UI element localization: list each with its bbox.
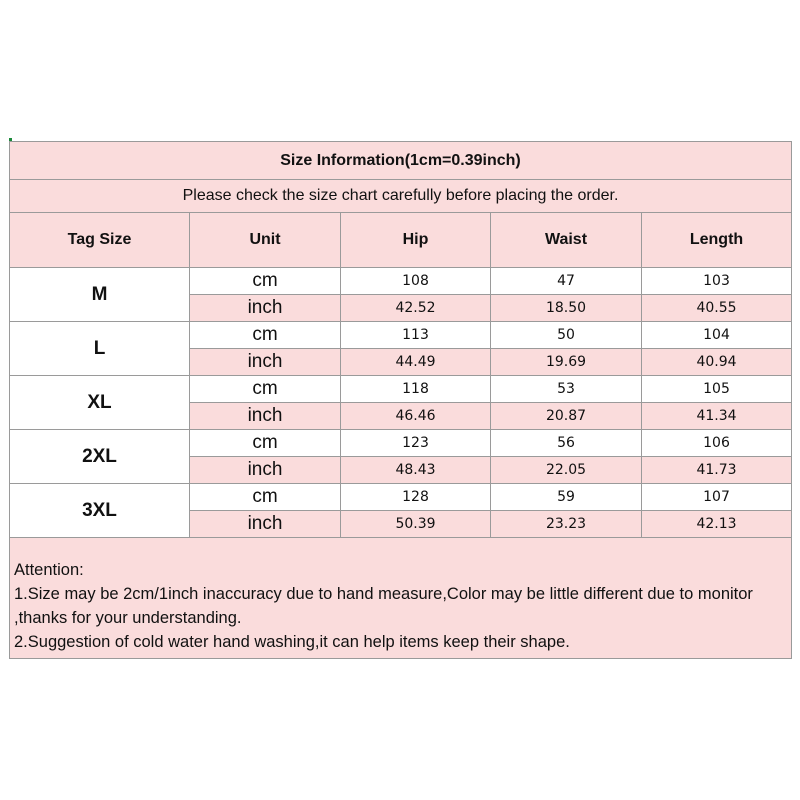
size-tag: 2XL xyxy=(10,430,190,484)
waist-cell: 20.87 xyxy=(491,403,642,430)
hip-cell: 128 xyxy=(341,484,491,511)
hip-cell: 50.39 xyxy=(341,511,491,538)
attention-notes xyxy=(10,538,792,659)
waist-cell: 50 xyxy=(491,322,642,349)
title-row xyxy=(10,142,792,180)
unit-cell: inch xyxy=(190,349,341,376)
length-cell: 42.13 xyxy=(642,511,792,538)
table-subtitle: Please check the size chart carefully before placing the order. xyxy=(10,180,792,213)
attention-heading: Attention: xyxy=(14,561,84,579)
table-title: Size Information(1cm=0.39inch) xyxy=(10,142,792,180)
hip-cell: 44.49 xyxy=(341,349,491,376)
header-length: Length xyxy=(642,213,792,268)
waist-cell: 18.50 xyxy=(491,295,642,322)
length-cell: 40.94 xyxy=(642,349,792,376)
unit-cell: cm xyxy=(190,268,341,295)
waist-cell: 23.23 xyxy=(491,511,642,538)
length-cell: 105 xyxy=(642,376,792,403)
length-cell: 41.34 xyxy=(642,403,792,430)
hip-cell: 46.46 xyxy=(341,403,491,430)
hip-cell: 123 xyxy=(341,430,491,457)
header-unit: Unit xyxy=(190,213,341,268)
table-row xyxy=(10,430,792,457)
unit-cell: inch xyxy=(190,295,341,322)
unit-cell: cm xyxy=(190,376,341,403)
waist-cell: 53 xyxy=(491,376,642,403)
header-row xyxy=(10,213,792,268)
attention-line-2: 2.Suggestion of cold water hand washing,it can help items keep their shape. xyxy=(14,633,570,651)
table-row xyxy=(10,376,792,403)
length-cell: 40.55 xyxy=(642,295,792,322)
header-waist: Waist xyxy=(491,213,642,268)
table-row xyxy=(10,322,792,349)
attention-line-1: 1.Size may be 2cm/1inch inaccuracy due to hand measure,Color may be little different due to monitor ,thanks for your understanding. xyxy=(14,585,753,627)
hip-cell: 42.52 xyxy=(341,295,491,322)
hip-cell: 118 xyxy=(341,376,491,403)
waist-cell: 19.69 xyxy=(491,349,642,376)
header-hip: Hip xyxy=(341,213,491,268)
hip-cell: 48.43 xyxy=(341,457,491,484)
length-cell: 106 xyxy=(642,430,792,457)
size-tag: 3XL xyxy=(10,484,190,538)
waist-cell: 56 xyxy=(491,430,642,457)
unit-cell: cm xyxy=(190,430,341,457)
unit-cell: cm xyxy=(190,484,341,511)
length-cell: 41.73 xyxy=(642,457,792,484)
unit-cell: cm xyxy=(190,322,341,349)
unit-cell: inch xyxy=(190,511,341,538)
notes-row xyxy=(10,538,792,659)
waist-cell: 47 xyxy=(491,268,642,295)
length-cell: 107 xyxy=(642,484,792,511)
table-row xyxy=(10,484,792,511)
waist-cell: 22.05 xyxy=(491,457,642,484)
hip-cell: 113 xyxy=(341,322,491,349)
size-tag: L xyxy=(10,322,190,376)
length-cell: 104 xyxy=(642,322,792,349)
hip-cell: 108 xyxy=(341,268,491,295)
size-table xyxy=(9,141,792,659)
table-row xyxy=(10,268,792,295)
unit-cell: inch xyxy=(190,457,341,484)
size-chart xyxy=(9,141,791,659)
length-cell: 103 xyxy=(642,268,792,295)
size-tag: M xyxy=(10,268,190,322)
waist-cell: 59 xyxy=(491,484,642,511)
header-tag-size: Tag Size xyxy=(10,213,190,268)
size-tag: XL xyxy=(10,376,190,430)
subtitle-row xyxy=(10,180,792,213)
unit-cell: inch xyxy=(190,403,341,430)
